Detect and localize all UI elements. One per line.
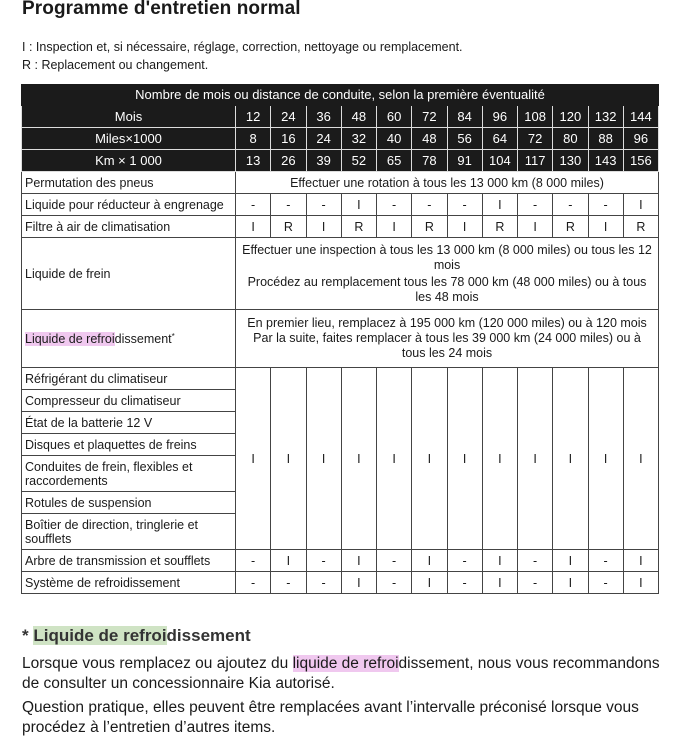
row-label: Liquide de frein bbox=[22, 238, 236, 310]
footnote-p1-start: Lorsque vous remplacez ou ajoutez du bbox=[22, 655, 293, 672]
cell-value: - bbox=[306, 194, 341, 216]
cell-value: I bbox=[271, 550, 306, 572]
header-row bbox=[22, 85, 659, 106]
footnote-title-highlight: Liquide de refroi bbox=[33, 626, 167, 645]
footnote-p1-end: dissement, nous vous recommandons de consulter un concessionnaire Kia autorisé. bbox=[22, 655, 660, 692]
cooling-system-row bbox=[22, 572, 659, 594]
tire-rotation-row bbox=[22, 172, 659, 194]
ac-filter-row bbox=[22, 216, 659, 238]
footnote-p1-highlight: liquide de refroi bbox=[292, 655, 399, 672]
group-cell-value: I bbox=[482, 368, 517, 550]
cell-value: R bbox=[341, 216, 376, 238]
month-cell: 132 bbox=[588, 106, 623, 128]
cell-value: - bbox=[377, 572, 412, 594]
cell-value: - bbox=[588, 550, 623, 572]
cell-value: - bbox=[271, 572, 306, 594]
cell-value: I bbox=[447, 216, 482, 238]
months-row bbox=[22, 106, 659, 128]
cell-value: - bbox=[271, 194, 306, 216]
group-cell-value: I bbox=[341, 368, 376, 550]
legend-replacement: R : Replacement ou changement. bbox=[22, 58, 209, 72]
footnote-title bbox=[22, 626, 251, 646]
table-header: Nombre de mois ou distance de conduite, selon la première éventualité bbox=[22, 85, 659, 106]
km-cell: 91 bbox=[447, 150, 482, 172]
miles-cell: 72 bbox=[518, 128, 553, 150]
cell-value: I bbox=[553, 572, 588, 594]
km-cell: 13 bbox=[236, 150, 271, 172]
month-cell: 108 bbox=[518, 106, 553, 128]
cell-value: I bbox=[377, 216, 412, 238]
km-cell: 130 bbox=[553, 150, 588, 172]
row-label: Système de refroidissement bbox=[22, 572, 236, 594]
month-cell: 144 bbox=[623, 106, 658, 128]
cell-value: - bbox=[518, 194, 553, 216]
cell-value: - bbox=[518, 572, 553, 594]
cell-value: I bbox=[623, 550, 658, 572]
cell-value: - bbox=[588, 194, 623, 216]
row-label: Conduites de frein, flexibles et raccordements bbox=[22, 456, 236, 492]
cell-value: R bbox=[412, 216, 447, 238]
cell-value: I bbox=[623, 194, 658, 216]
km-row bbox=[22, 150, 659, 172]
row-label: Réfrigérant du climatiseur bbox=[22, 368, 236, 390]
cell-value: - bbox=[236, 194, 271, 216]
km-cell: 52 bbox=[341, 150, 376, 172]
brake-fluid-notes bbox=[236, 238, 659, 310]
miles-cell: 32 bbox=[341, 128, 376, 150]
coolant-label-highlight: Liquide de refroi bbox=[25, 331, 115, 346]
coolant-notes bbox=[236, 310, 659, 368]
row-label: Arbre de transmission et soufflets bbox=[22, 550, 236, 572]
month-cell: 48 bbox=[341, 106, 376, 128]
cell-value: I bbox=[236, 216, 271, 238]
miles-cell: 16 bbox=[271, 128, 306, 150]
km-cell: 78 bbox=[412, 150, 447, 172]
group-item-row bbox=[22, 368, 659, 390]
cell-value: - bbox=[518, 550, 553, 572]
month-cell: 36 bbox=[306, 106, 341, 128]
cell-value: I bbox=[341, 572, 376, 594]
coolant-note-1: En premier lieu, remplacez à 195 000 km (120 000 miles) ou à 120 mois bbox=[247, 316, 647, 330]
coolant-star: * bbox=[171, 331, 175, 341]
month-cell: 120 bbox=[553, 106, 588, 128]
cell-value: - bbox=[553, 194, 588, 216]
km-cell: 143 bbox=[588, 150, 623, 172]
cell-value: I bbox=[588, 216, 623, 238]
miles-cell: 56 bbox=[447, 128, 482, 150]
coolant-note-2: Par la suite, faites remplacer à tous les 39 000 km (24 000 miles) ou à tous les 24 mois bbox=[253, 331, 641, 360]
row-label: Liquide pour réducteur à engrenage bbox=[22, 194, 236, 216]
month-cell: 72 bbox=[412, 106, 447, 128]
miles-cell: 8 bbox=[236, 128, 271, 150]
cell-value: I bbox=[341, 550, 376, 572]
cell-value: - bbox=[377, 194, 412, 216]
km-cell: 104 bbox=[482, 150, 517, 172]
cell-value: I bbox=[623, 572, 658, 594]
cell-value: - bbox=[588, 572, 623, 594]
km-cell: 156 bbox=[623, 150, 658, 172]
row-label: Rotules de suspension bbox=[22, 492, 236, 514]
group-cell-value: I bbox=[377, 368, 412, 550]
cell-value: I bbox=[412, 572, 447, 594]
km-label: Km × 1 000 bbox=[22, 150, 236, 172]
row-label: Compresseur du climatiseur bbox=[22, 390, 236, 412]
coolant-label bbox=[22, 310, 236, 368]
cell-value: I bbox=[482, 572, 517, 594]
coolant-row bbox=[22, 310, 659, 368]
cell-value: I bbox=[482, 550, 517, 572]
maintenance-table bbox=[21, 84, 659, 594]
row-label: Boîtier de direction, tringlerie et soufflets bbox=[22, 514, 236, 550]
miles-cell: 88 bbox=[588, 128, 623, 150]
cell-value: - bbox=[447, 572, 482, 594]
group-cell-value: I bbox=[588, 368, 623, 550]
cell-value: - bbox=[236, 550, 271, 572]
gear-fluid-row bbox=[22, 194, 659, 216]
miles-cell: 24 bbox=[306, 128, 341, 150]
miles-row bbox=[22, 128, 659, 150]
cell-value: I bbox=[553, 550, 588, 572]
miles-label: Miles×1000 bbox=[22, 128, 236, 150]
row-label: Disques et plaquettes de freins bbox=[22, 434, 236, 456]
driveshaft-row bbox=[22, 550, 659, 572]
cell-value: R bbox=[271, 216, 306, 238]
cell-value: I bbox=[518, 216, 553, 238]
miles-cell: 80 bbox=[553, 128, 588, 150]
row-label: Filtre à air de climatisation bbox=[22, 216, 236, 238]
cell-value: - bbox=[377, 550, 412, 572]
km-cell: 39 bbox=[306, 150, 341, 172]
miles-cell: 48 bbox=[412, 128, 447, 150]
brake-fluid-row bbox=[22, 238, 659, 310]
month-cell: 12 bbox=[236, 106, 271, 128]
month-cell: 96 bbox=[482, 106, 517, 128]
legend-inspection: I : Inspection et, si nécessaire, réglage, correction, nettoyage ou remplacement. bbox=[22, 40, 463, 54]
group-cell-value: I bbox=[518, 368, 553, 550]
brake-fluid-note-2: Procédez au remplacement tous les 78 000 km (48 000 miles) ou à tous les 48 mois bbox=[247, 274, 647, 304]
row-label: Permutation des pneus bbox=[22, 172, 236, 194]
miles-cell: 64 bbox=[482, 128, 517, 150]
group-cell-value: I bbox=[553, 368, 588, 550]
cell-value: - bbox=[412, 194, 447, 216]
group-cell-value: I bbox=[306, 368, 341, 550]
cell-value: - bbox=[447, 194, 482, 216]
footnote-title-rest: dissement bbox=[166, 626, 251, 645]
months-label: Mois bbox=[22, 106, 236, 128]
cell-value: R bbox=[482, 216, 517, 238]
footnote-paragraph-1 bbox=[22, 654, 662, 694]
km-cell: 26 bbox=[271, 150, 306, 172]
brake-fluid-note-1: Effectuer une inspection à tous les 13 000 km (8 000 miles) ou tous les 12 mois bbox=[242, 242, 652, 272]
cell-value: - bbox=[236, 572, 271, 594]
group-cell-value: I bbox=[447, 368, 482, 550]
group-cell-value: I bbox=[412, 368, 447, 550]
footnote-paragraph-2: Question pratique, elles peuvent être remplacées avant l’intervalle préconisé lorsque vous procédez à l’entretien d’autres items. bbox=[22, 699, 639, 736]
cell-value: I bbox=[306, 216, 341, 238]
group-cell-value: I bbox=[623, 368, 658, 550]
month-cell: 84 bbox=[447, 106, 482, 128]
row-label: État de la batterie 12 V bbox=[22, 412, 236, 434]
cell-value: R bbox=[623, 216, 658, 238]
cell-value: - bbox=[306, 572, 341, 594]
group-cell-value: I bbox=[271, 368, 306, 550]
miles-cell: 40 bbox=[377, 128, 412, 150]
group-cell-value: I bbox=[236, 368, 271, 550]
km-cell: 117 bbox=[518, 150, 553, 172]
footnote-star: * bbox=[22, 626, 29, 645]
cell-value: - bbox=[447, 550, 482, 572]
coolant-label-rest: dissement bbox=[114, 331, 172, 346]
cell-value: I bbox=[341, 194, 376, 216]
tire-rotation-note: Effectuer une rotation à tous les 13 000 km (8 000 miles) bbox=[236, 172, 659, 194]
month-cell: 24 bbox=[271, 106, 306, 128]
cell-value: - bbox=[306, 550, 341, 572]
cell-value: I bbox=[412, 550, 447, 572]
page-title: Programme d'entretien normal bbox=[22, 0, 301, 19]
miles-cell: 96 bbox=[623, 128, 658, 150]
km-cell: 65 bbox=[377, 150, 412, 172]
cell-value: I bbox=[482, 194, 517, 216]
cell-value: R bbox=[553, 216, 588, 238]
month-cell: 60 bbox=[377, 106, 412, 128]
